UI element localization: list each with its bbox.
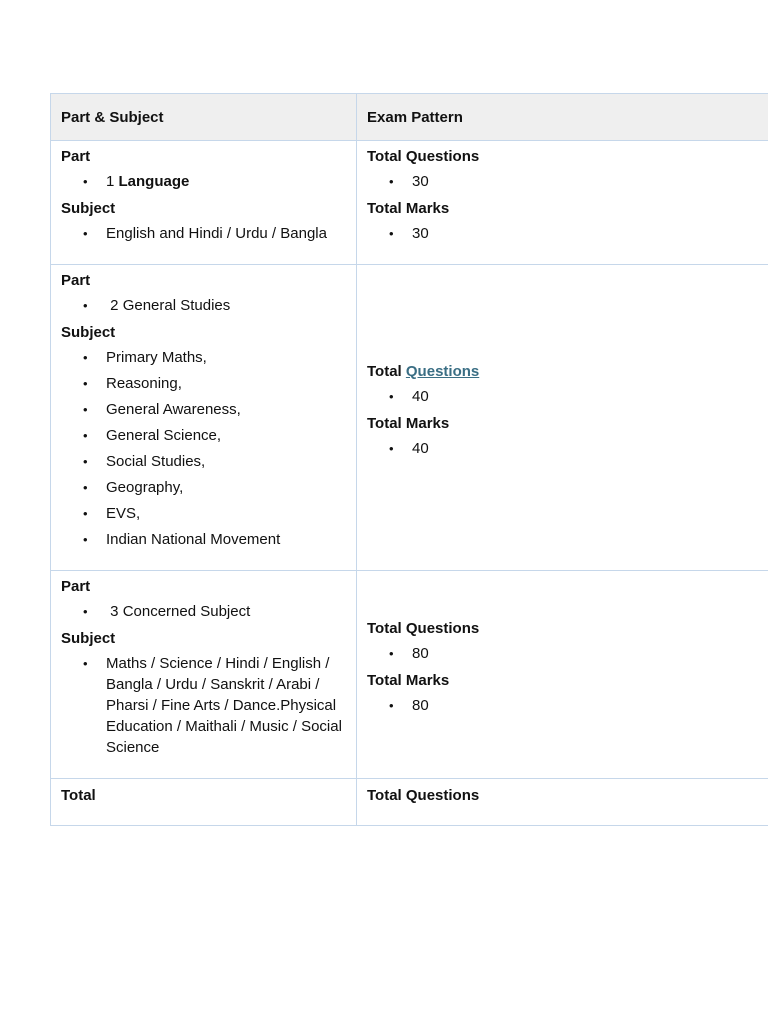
exam-pattern-table [50, 93, 768, 826]
list-item [61, 171, 346, 192]
subject-label: Subject [61, 630, 116, 647]
header-exam-pattern: Exam Pattern [357, 94, 768, 141]
list-item: • English and Hindi / Urdu / Bangla [61, 223, 346, 244]
table-header-row [51, 94, 768, 141]
list-item: • 30 [367, 223, 768, 244]
part-list [61, 171, 346, 192]
table-row [51, 141, 768, 265]
part-number: 2 [110, 297, 119, 314]
subject-list [61, 347, 346, 550]
part-list [61, 295, 346, 316]
list-item: • General Science, [61, 425, 346, 446]
part-name: Concerned Subject [122, 603, 251, 620]
list-item: • 80 [367, 695, 768, 716]
list-item: • Primary Maths, [61, 347, 346, 368]
total-cell [51, 779, 357, 826]
total-label: Total [61, 787, 96, 804]
exam-pattern-cell [357, 265, 768, 571]
total-marks-label: Total Marks [367, 415, 450, 432]
list-item: • Maths / Science / Hindi / English / Bangla / Urdu / Sanskrit / Arabi / Pharsi / Fine Arts / Dance.Physical Education / Maithali / Music / Social Science [61, 653, 346, 758]
list-item: • General Awareness, [61, 399, 346, 420]
questions-list [367, 643, 768, 664]
exam-pattern-cell [357, 571, 768, 779]
total-questions-label [367, 363, 768, 381]
list-item: • 80 [367, 643, 768, 664]
part-name: General Studies [122, 297, 231, 314]
subject-list [61, 653, 346, 758]
total-word: Total [367, 363, 402, 380]
total-questions-cell [357, 779, 768, 826]
part-label: Part [61, 148, 91, 165]
list-item: • Social Studies, [61, 451, 346, 472]
part-label: Part [61, 272, 91, 289]
part-label: Part [61, 578, 91, 595]
list-item: • 40 [367, 386, 768, 407]
header-part-subject: Part & Subject [51, 94, 357, 141]
total-marks-label: Total Marks [367, 200, 450, 217]
subject-label: Subject [61, 324, 116, 341]
exam-pattern-table-wrapper [50, 93, 768, 826]
list-item [61, 295, 346, 316]
list-item: • EVS, [61, 503, 346, 524]
part-subject-cell [51, 571, 357, 779]
total-marks-label: Total Marks [367, 672, 450, 689]
total-questions-label: Total Questions [367, 620, 480, 637]
part-number: 1 [106, 173, 115, 190]
list-item: • Indian National Movement [61, 529, 346, 550]
marks-list [367, 695, 768, 716]
questions-list [367, 171, 768, 192]
part-number: 3 [110, 603, 119, 620]
marks-list [367, 438, 768, 459]
list-item [61, 601, 346, 622]
marks-list [367, 223, 768, 244]
part-subject-cell [51, 141, 357, 265]
table-row [51, 571, 768, 779]
subject-list [61, 223, 346, 244]
total-questions-label: Total Questions [367, 148, 480, 165]
total-questions-label: Total Questions [367, 787, 480, 804]
part-subject-cell [51, 265, 357, 571]
questions-link[interactable]: Questions [405, 363, 480, 380]
part-name: Language [118, 173, 190, 190]
list-item: • Geography, [61, 477, 346, 498]
questions-list [367, 386, 768, 407]
list-item: • 40 [367, 438, 768, 459]
part-list [61, 601, 346, 622]
subject-label: Subject [61, 200, 116, 217]
table-row [51, 265, 768, 571]
total-row [51, 779, 768, 826]
exam-pattern-cell [357, 141, 768, 265]
list-item: • 30 [367, 171, 768, 192]
list-item: • Reasoning, [61, 373, 346, 394]
